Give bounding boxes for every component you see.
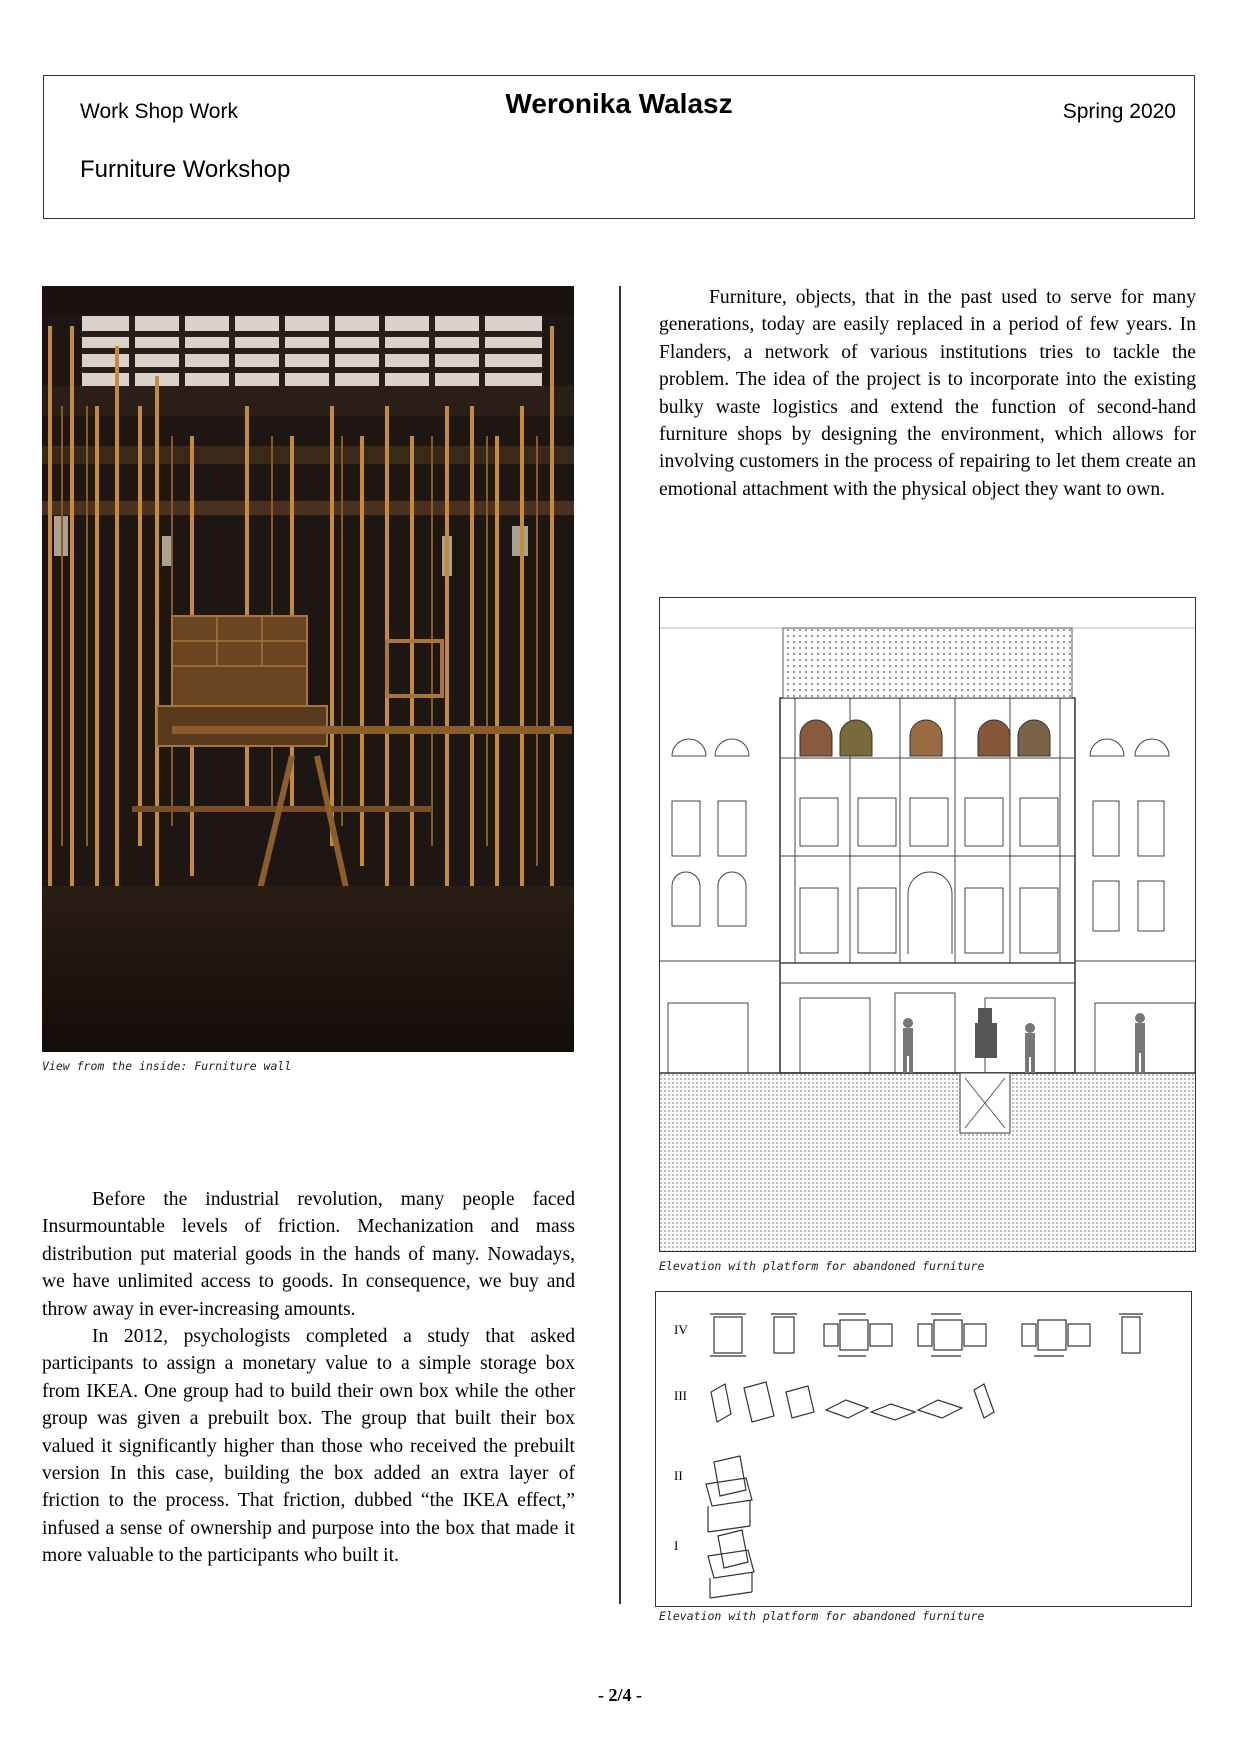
workshop-subtitle: Furniture Workshop <box>80 156 291 183</box>
author-name: Weronika Walasz <box>505 88 733 119</box>
course-name: Work Shop Work <box>80 100 238 123</box>
furniture-wall-photo <box>42 286 574 1052</box>
left-column-text <box>42 1186 575 1570</box>
stages-caption: Elevation with platform for abandoned furniture <box>659 1609 985 1623</box>
furniture-wall-render <box>42 286 574 1052</box>
right-column-text <box>659 284 1196 503</box>
stage-label-iii: III <box>674 1388 687 1403</box>
disassembly-stages-drawing <box>655 1291 1192 1607</box>
elevation-caption: Elevation with platform for abandoned furniture <box>659 1259 985 1273</box>
header-box <box>43 75 1195 219</box>
elevation-drawing <box>659 597 1196 1252</box>
stage-label-ii: II <box>674 1468 683 1483</box>
column-divider <box>619 286 621 1604</box>
paragraph-ikea-study: In 2012, psychologists completed a study that asked participants to assign a monetary value to a simple storage box from IKEA. One group had to build their own box while the other group was given a prebuilt box. The group that built their box valued it significantly higher than those who received the prebuilt version In this case, building the box added an extra layer of friction to the process. That friction, dubbed “the IKEA effect,” infused a sense of ownership and purpose into the box that made it more valuable to the participants who built it. <box>42 1326 575 1567</box>
photo-caption: View from the inside: Furniture wall <box>42 1059 292 1073</box>
paragraph-furniture-intro: Furniture, objects, that in the past used to serve for many generations, today are easily replaced in a period of few years. In Flanders, a network of various institutions tries to tackle the problem. The idea of the project is to incorporate into the existing bulky waste logistics and extend the function of second-hand furniture shops by designing the environment, which allows for involving customers in the process of repairing to let them create an emotional attachment with the physical object they want to own. <box>659 287 1196 500</box>
stage-label-i: I <box>674 1538 679 1553</box>
stage-label-iv: IV <box>674 1322 688 1337</box>
chair-parts-diagram <box>656 1292 1192 1607</box>
page-number: - 2/4 - <box>598 1685 642 1705</box>
building-elevation <box>660 598 1196 1252</box>
term-label: Spring 2020 <box>1062 100 1176 123</box>
paragraph-industrial-revolution: Before the industrial revolution, many people faced Insurmountable levels of friction. Mechanization and mass distribution put material goods in the hands of many. Nowadays, we have unlimited access to goods. In consequence, we buy and throw away in ever-increasing amounts. <box>42 1189 575 1320</box>
